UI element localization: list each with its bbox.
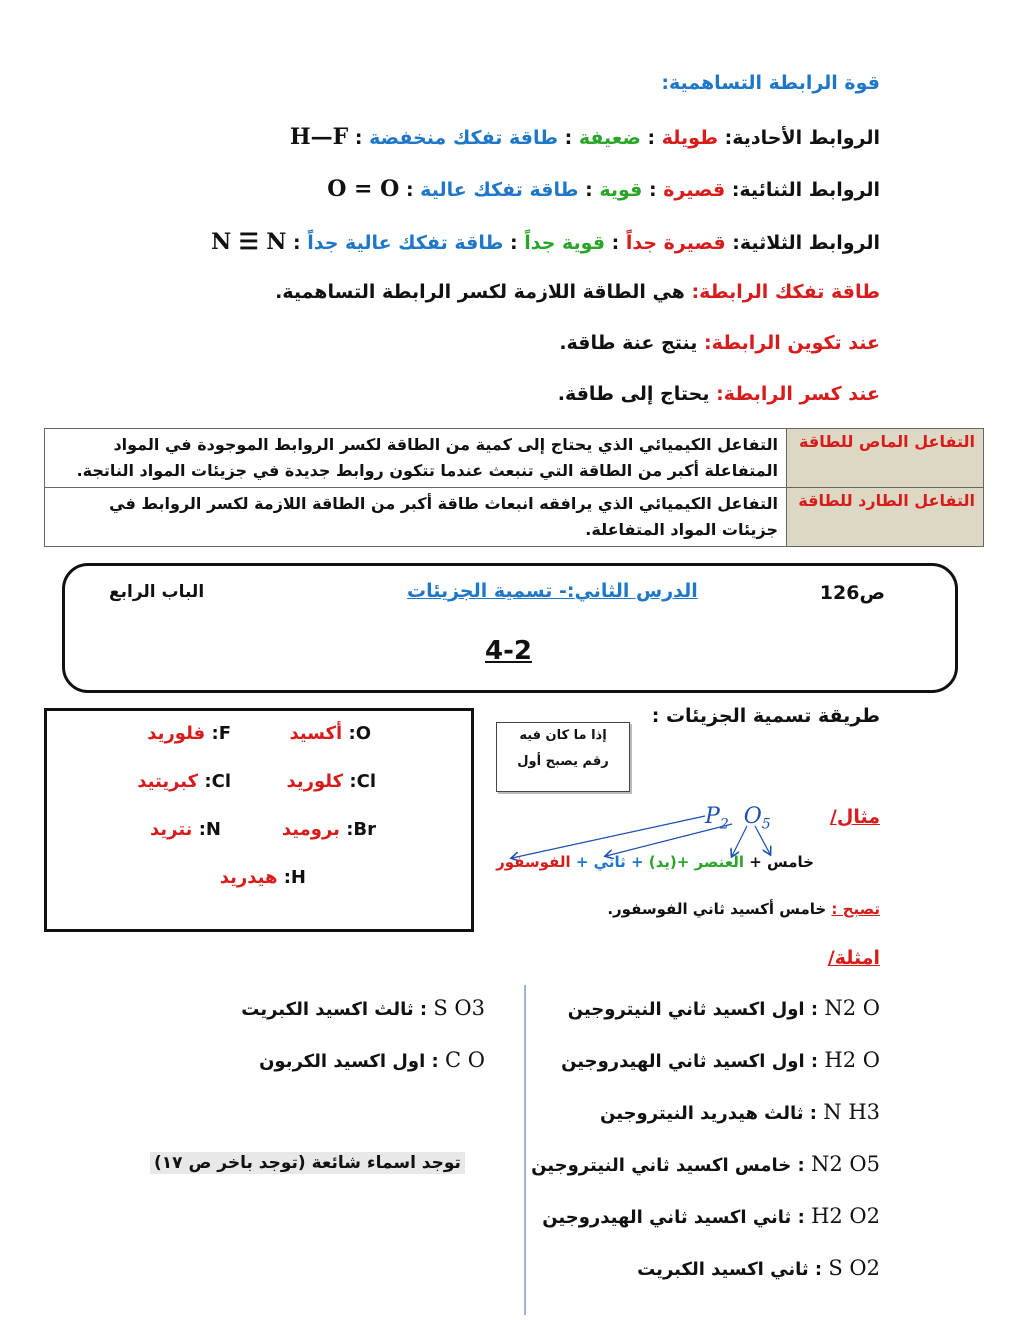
example-row	[568, 996, 880, 1020]
chapter-label: الباب الرابع	[109, 582, 205, 602]
triple-bond-energy: طاقة تفكك عالية جداً	[307, 232, 504, 254]
rule-part: الفوسفور	[496, 853, 571, 871]
formation-text: ينتج عنة طاقة.	[559, 332, 698, 354]
result-line	[607, 900, 880, 918]
exothermic-desc: التفاعل الكيميائي الذي يرافقه انبعاث طاقة أكبر من الطاقة اللازمة لكسر الروابط في جزيئات المواد المتفاعلة.	[45, 488, 787, 547]
note-box	[496, 722, 630, 792]
dissociation-text: هي الطاقة اللازمة لكسر الرابطة التساهمية.	[275, 281, 685, 303]
triple-bond-strength: قوية جداً	[524, 232, 606, 254]
ion-item	[137, 771, 231, 792]
formation-definition	[559, 332, 880, 354]
example-name: : خامس اكسيد ثاني النيتروجين	[531, 1155, 805, 1176]
example-formula: H2 O	[824, 1048, 880, 1072]
double-bond-label: الروابط الثنائية:	[731, 179, 880, 201]
example-name: : اول اكسيد ثاني الهيدروجين	[561, 1051, 819, 1072]
arrow-line	[755, 826, 770, 854]
example-formula: H2 O2	[811, 1204, 880, 1228]
example-name: : اول اكسيد ثاني النيتروجين	[567, 999, 819, 1020]
page-number: ص126	[819, 582, 885, 604]
example-name: : ثاني اكسيد ثاني الهيدروجين	[542, 1207, 805, 1228]
arrow-line	[512, 816, 705, 858]
example-formula: N2 O5	[811, 1152, 880, 1176]
single-bond-length: طويلة	[661, 127, 718, 149]
ion-item	[287, 771, 377, 792]
example-formula: N2 O	[824, 996, 880, 1020]
formula-element: O	[743, 804, 762, 829]
ion-symbol: Cl:	[349, 771, 376, 792]
breaking-text: يحتاج إلى طاقة.	[557, 383, 710, 405]
naming-rule	[496, 853, 814, 871]
example-row	[561, 1048, 880, 1072]
sep: :	[585, 179, 593, 201]
column-divider	[524, 985, 526, 1315]
example-formula: C O	[445, 1048, 485, 1072]
example-row	[241, 996, 485, 1020]
double-bond-length: قصيرة	[663, 179, 726, 201]
endothermic-desc: التفاعل الكيميائي الذي يحتاج إلى كمية من الطاقة لكسر الروابط الموجودة في المواد المتفاعلة أكبر من الطاقة التي تنبعث عندما تتكون روابط جديدة في جزيئات المواد الناتجة.	[45, 429, 787, 488]
example-row	[637, 1256, 880, 1280]
formula-subscript: 2	[719, 816, 729, 833]
triple-bond-formula: N ☰ N	[211, 229, 287, 255]
ion-item	[150, 819, 221, 840]
section-title: قوة الرابطة التساهمية:	[661, 72, 880, 94]
ion-item	[290, 723, 372, 744]
table-row	[45, 429, 984, 488]
ion-symbol: N:	[198, 819, 221, 840]
ion-name: بروميد	[281, 819, 340, 840]
ion-name: كلوريد	[286, 771, 344, 792]
dissociation-term: طاقة تفكك الرابطة:	[691, 281, 880, 303]
sep: :	[293, 232, 301, 254]
result-text: خامس أكسيد ثاني الفوسفور.	[607, 900, 827, 918]
reactions-table	[44, 428, 984, 547]
examples-label: امثلة/	[827, 947, 880, 969]
formation-term: عند تكوين الرابطة:	[703, 332, 880, 354]
single-bond-formula: H—F	[289, 124, 349, 150]
triple-bond-label: الروابط الثلاثية:	[732, 232, 880, 254]
sep: :	[647, 127, 656, 149]
double-bond-formula: O = O	[327, 176, 400, 202]
ion-symbol: F:	[211, 723, 231, 744]
triple-bond-line	[211, 229, 880, 255]
lesson-number: 4-2	[485, 636, 532, 666]
double-bond-strength: قوية	[599, 179, 643, 201]
arrow-line	[732, 826, 747, 856]
ion-name: فلوريد	[147, 723, 206, 744]
example-name: : ثالث اكسيد الكبريت	[241, 999, 428, 1020]
formula-element: P	[705, 804, 720, 829]
sep: :	[564, 127, 573, 149]
ion-item	[282, 819, 376, 840]
single-bond-line	[290, 124, 880, 150]
breaking-definition	[558, 383, 880, 405]
ion-name: نتريد	[149, 819, 193, 840]
example-formula: S O2	[828, 1256, 880, 1280]
ion-item	[147, 723, 231, 744]
lesson-header-box	[62, 563, 958, 693]
ion-name: أكسيد	[289, 723, 343, 744]
sep: :	[405, 179, 414, 201]
example-formula: N H3	[823, 1100, 880, 1124]
sep: :	[648, 179, 657, 201]
note-line: إذا ما كان فيه	[519, 728, 607, 743]
double-bond-energy: طاقة تفكك عالية	[420, 179, 579, 201]
rule-part: + ثاني +	[575, 853, 644, 871]
example-row	[531, 1152, 880, 1176]
example-name: : اول اكسيد الكربون	[259, 1051, 439, 1072]
example-label: مثال/	[829, 806, 880, 828]
endothermic-term: التفاعل الماص للطاقة	[787, 429, 984, 488]
breaking-term: عند كسر الرابطة:	[716, 383, 880, 405]
dissociation-definition	[275, 281, 880, 303]
sep: :	[354, 127, 363, 149]
note-line: رقم يصبح أول	[517, 754, 609, 769]
example-formula: S O3	[433, 996, 485, 1020]
exothermic-term: التفاعل الطارد للطاقة	[787, 488, 984, 547]
common-names-note: توجد اسماء شائعة (توجد باخر ص ١٧)	[150, 1152, 465, 1174]
rule-part: العنصر +(يد)	[648, 853, 745, 871]
single-bond-label: الروابط الأحادية:	[724, 127, 880, 149]
ion-symbol: O:	[348, 723, 371, 744]
lesson-title: الدرس الثاني:- تسمية الجزيئات	[407, 580, 698, 602]
single-bond-strength: ضعيفة	[578, 127, 641, 149]
example-row	[600, 1100, 880, 1124]
ion-symbol: Cl:	[204, 771, 231, 792]
example-name: : ثالث هيدريد النيتروجين	[600, 1103, 817, 1124]
double-bond-line	[327, 176, 880, 202]
sep: :	[611, 232, 620, 254]
ion-name: هيدريد	[219, 867, 278, 888]
table-row	[45, 488, 984, 547]
result-label: تصبح :	[831, 900, 880, 918]
formula-subscript: 5	[761, 816, 771, 833]
ion-name: كبريتيد	[137, 771, 199, 792]
ions-box	[44, 708, 474, 932]
triple-bond-length: قصيرة جداً	[625, 232, 726, 254]
sep: :	[509, 232, 518, 254]
ion-item	[220, 867, 306, 888]
arrow-line	[606, 824, 732, 856]
ion-symbol: H:	[283, 867, 306, 888]
single-bond-energy: طاقة تفكك منخفضة	[369, 127, 558, 149]
naming-heading: طريقة تسمية الجزيئات :	[651, 705, 880, 727]
example-row	[259, 1048, 485, 1072]
example-row	[542, 1204, 880, 1228]
example-name: : ثاني اكسيد الكبريت	[637, 1259, 823, 1280]
rule-part: خامس +	[749, 853, 814, 871]
ion-symbol: Br:	[346, 819, 376, 840]
